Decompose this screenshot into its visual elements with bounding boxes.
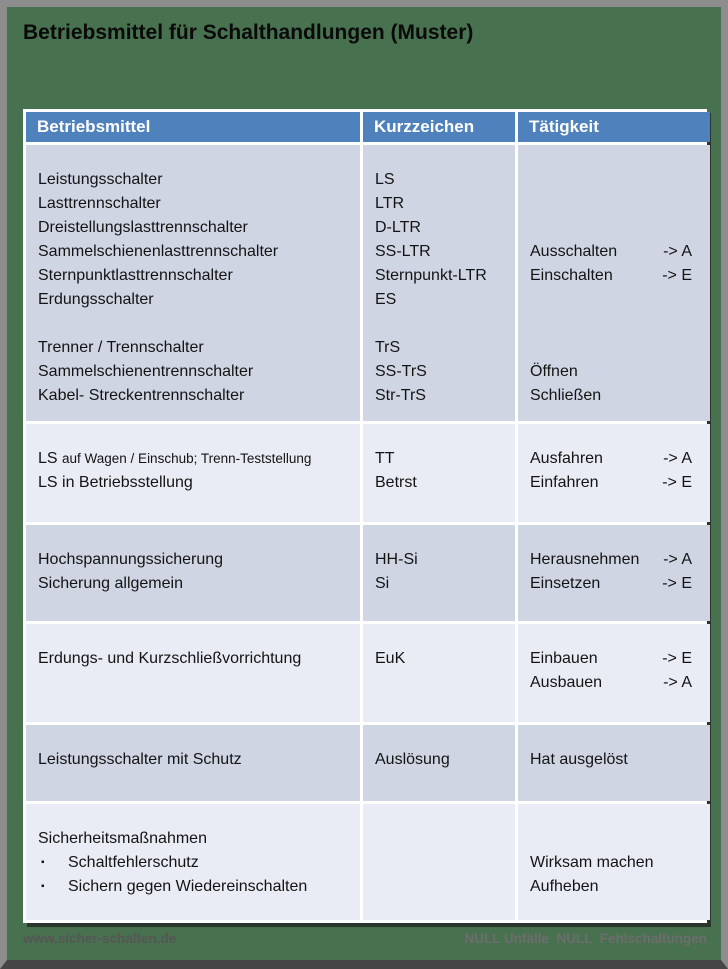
action-code: -> E [662, 650, 692, 667]
kurzzeichen-cell [363, 725, 515, 801]
action-code: -> A [663, 674, 692, 691]
equipment-line [38, 192, 350, 216]
action-code: -> A [663, 243, 692, 260]
table-header-row [26, 112, 704, 142]
action-text: Wirksam machen [530, 854, 654, 871]
equipment-text: Kabel- Streckentrennschalter [38, 387, 245, 404]
action-line [530, 336, 700, 360]
equipment-text: Sammelschienenlasttrennschalter [38, 243, 279, 260]
column-header-kurzzeichen: Kurzzeichen [363, 112, 515, 142]
code-line: Auslösung [375, 751, 450, 768]
column-header-taetigkeit: Tätigkeit [518, 112, 710, 142]
action-text [530, 192, 534, 216]
equipment-text: Trenner / Trennschalter [38, 339, 204, 356]
equipment-text: Sicherheitsmaßnahmen [38, 830, 207, 847]
action-text: Ausbauen [530, 674, 603, 691]
kurzzeichen-cell [363, 525, 515, 621]
action-line [530, 384, 700, 408]
action-line [530, 851, 700, 875]
action-text [530, 827, 534, 851]
action-text [530, 312, 534, 336]
action-code: -> E [662, 474, 692, 491]
action-line [530, 264, 700, 288]
code-line: TrS [375, 339, 401, 356]
footer-website: www.sicher-schalten.de [23, 931, 177, 946]
taetigkeit-cell [518, 145, 710, 421]
equipment-cell [26, 804, 360, 920]
equipment-line [38, 264, 350, 288]
equipment-table [23, 109, 707, 923]
table-row [26, 145, 704, 421]
equipment-text: Erdungsschalter [38, 291, 154, 308]
code-line: EuK [375, 650, 406, 667]
action-line [530, 192, 700, 216]
table-row [26, 725, 704, 801]
equipment-text: Sicherung allgemein [38, 575, 183, 592]
action-text: Schließen [530, 387, 602, 404]
equipment-line [38, 336, 350, 360]
equipment-line [38, 288, 350, 312]
equipment-cell [26, 624, 360, 722]
action-code: -> E [662, 575, 692, 592]
action-line [530, 312, 700, 336]
action-text: Ausschalten [530, 243, 618, 260]
equipment-line [38, 384, 350, 408]
taetigkeit-cell [518, 624, 710, 722]
equipment-line [38, 168, 350, 192]
action-line [530, 748, 700, 772]
bullet-icon: ▪ [41, 857, 45, 868]
taetigkeit-cell [518, 725, 710, 801]
code-line: Si [375, 575, 390, 592]
action-line [530, 572, 700, 596]
equipment-line [38, 471, 350, 495]
equipment-text: Lasttrennschalter [38, 195, 161, 212]
page-title: Betriebsmittel für Schalthandlungen (Muster) [23, 21, 474, 44]
action-text: Ausfahren [530, 450, 603, 467]
action-text [530, 288, 534, 312]
equipment-text: Sammelschienentrennschalter [38, 363, 254, 380]
equipment-text: Schaltfehlerschutz [68, 854, 199, 871]
action-line [530, 168, 700, 192]
code-line: TT [375, 450, 395, 467]
action-line [530, 360, 700, 384]
code-line: D-LTR [375, 219, 421, 236]
equipment-line [38, 827, 350, 851]
code-line: LTR [375, 195, 405, 212]
equipment-line [38, 360, 350, 384]
equipment-text: LS [38, 450, 63, 467]
taetigkeit-cell [518, 424, 710, 522]
action-code: -> E [662, 267, 692, 284]
taetigkeit-cell [518, 804, 710, 920]
code-line [375, 312, 505, 336]
code-line: Sternpunkt-LTR [375, 267, 487, 284]
equipment-line [38, 647, 350, 671]
action-line [530, 548, 700, 572]
equipment-text: LS in Betriebsstellung [38, 474, 193, 491]
table-row [26, 804, 704, 920]
code-line: Betrst [375, 474, 417, 491]
action-line [530, 240, 700, 264]
equipment-text: Leistungsschalter mit Schutz [38, 751, 242, 768]
equipment-line [38, 216, 350, 240]
action-text [530, 216, 534, 240]
action-text: Herausnehmen [530, 551, 640, 568]
footer [23, 931, 707, 946]
equipment-text: Sternpunktlasttrennschalter [38, 267, 233, 284]
equipment-text: Sichern gegen Wiedereinschalten [68, 878, 308, 895]
code-line: Str-TrS [375, 387, 426, 404]
table-row [26, 424, 704, 522]
table-row [26, 624, 704, 722]
equipment-text [38, 315, 42, 332]
equipment-cell [26, 424, 360, 522]
action-line [530, 447, 700, 471]
action-code: -> A [663, 450, 692, 467]
action-line [530, 827, 700, 851]
equipment-cell [26, 725, 360, 801]
kurzzeichen-cell [363, 804, 515, 920]
action-text: Hat ausgelöst [530, 751, 628, 768]
equipment-line [38, 572, 350, 596]
column-header-betriebsmittel: Betriebsmittel [26, 112, 360, 142]
bullet-icon: ▪ [41, 881, 45, 892]
code-line: SS-LTR [375, 243, 431, 260]
kurzzeichen-cell [363, 624, 515, 722]
equipment-text: Erdungs- und Kurzschließvorrichtung [38, 650, 302, 667]
equipment-line [38, 548, 350, 572]
action-text: Einsetzen [530, 575, 601, 592]
action-text [530, 168, 534, 192]
code-line: LS [375, 171, 395, 188]
equipment-text: Leistungsschalter [38, 171, 163, 188]
equipment-cell [26, 525, 360, 621]
code-line: HH-Si [375, 551, 418, 568]
action-line [530, 288, 700, 312]
action-text [530, 336, 534, 360]
code-line: SS-TrS [375, 363, 427, 380]
action-line [530, 216, 700, 240]
equipment-line [38, 748, 350, 772]
equipment-line [38, 312, 350, 336]
kurzzeichen-cell [363, 145, 515, 421]
equipment-line [38, 447, 350, 471]
table-body [26, 145, 704, 920]
taetigkeit-cell [518, 525, 710, 621]
action-text: Einschalten [530, 267, 613, 284]
code-line: ES [375, 291, 397, 308]
table-row [26, 525, 704, 621]
action-line [530, 671, 700, 695]
equipment-cell [26, 145, 360, 421]
action-text: Einbauen [530, 650, 598, 667]
equipment-text: Hochspannungssicherung [38, 551, 224, 568]
equipment-line [38, 851, 350, 875]
kurzzeichen-cell [363, 424, 515, 522]
footer-slogan: NULL Unfälle NULL Fehlschaltungen [464, 931, 707, 946]
action-text: Öffnen [530, 363, 578, 380]
action-line [530, 875, 700, 899]
action-text: Aufheben [530, 878, 599, 895]
action-code: -> A [663, 551, 692, 568]
equipment-text-small: auf Wagen / Einschub; Trenn-Teststellung [62, 451, 312, 466]
equipment-text: Dreistellungslasttrennschalter [38, 219, 248, 236]
action-line [530, 471, 700, 495]
action-text: Einfahren [530, 474, 599, 491]
equipment-line [38, 240, 350, 264]
equipment-line [38, 875, 350, 899]
action-line [530, 647, 700, 671]
